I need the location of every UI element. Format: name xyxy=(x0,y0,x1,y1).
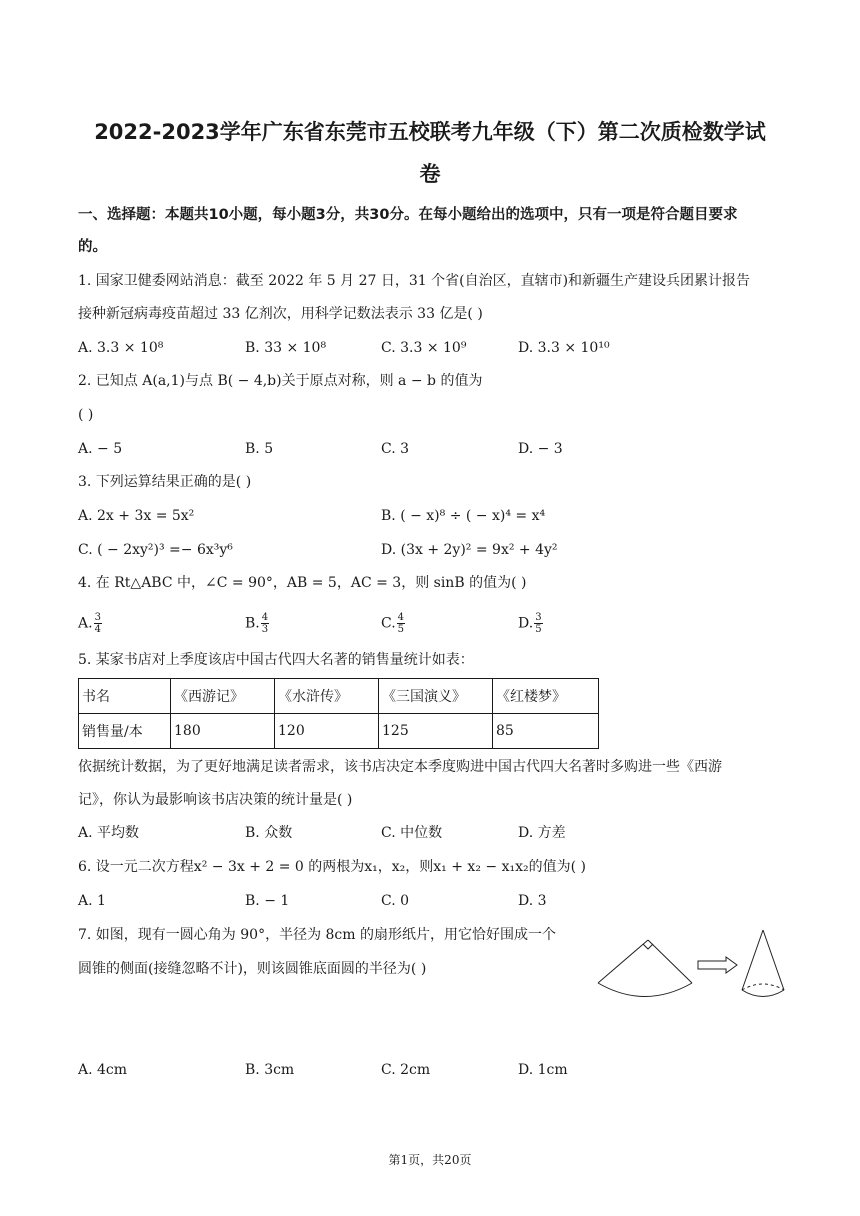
table-cell: 120 xyxy=(275,714,379,749)
q4-option-c-label: C. xyxy=(381,615,396,632)
q2-option-c: C. 3 xyxy=(381,441,410,457)
q7-option-d: D. 1cm xyxy=(518,1062,568,1078)
q2-stem-line-1: 2. 已知点 A(a,1)与点 B( − 4,b)关于原点对称，则 a − b 的值为 xyxy=(78,373,483,389)
q5-option-d: D. 方差 xyxy=(518,825,566,841)
q3-option-a: A. 2x + 3x = 5x² xyxy=(78,508,195,524)
q5-stem: 5. 某家书店对上季度该店中国古代四大名著的销售量统计如表： xyxy=(78,652,474,668)
table-cell: 《水浒传》 xyxy=(275,679,379,714)
fraction-denominator: 3 xyxy=(261,624,269,635)
section-heading-line-2: 的。 xyxy=(78,239,107,255)
q4-option-d-fraction xyxy=(534,612,542,635)
q3-option-d: D. (3x + 2y)² = 9x² + 4y² xyxy=(381,542,558,558)
q1-option-b: B. 33 × 10⁸ xyxy=(245,340,327,356)
q1-option-d: D. 3.3 × 10¹⁰ xyxy=(518,340,610,356)
page-footer: 第1页，共20页 xyxy=(388,1153,472,1167)
q4-option-b-fraction xyxy=(261,612,269,635)
table-cell: 180 xyxy=(171,714,275,749)
q6-option-d: D. 3 xyxy=(518,893,547,909)
q4-option-b xyxy=(245,612,269,635)
fraction-numerator: 3 xyxy=(94,612,101,623)
table-row-values xyxy=(79,714,599,749)
q4-stem: 4. 在 Rt△ABC 中，∠C = 90°，AB = 5，AC = 3，则 sinB 的值为( ) xyxy=(78,575,527,591)
sector-shape xyxy=(598,940,692,997)
table-cell: 125 xyxy=(379,714,493,749)
fraction-numerator: 4 xyxy=(397,612,405,623)
fraction-denominator: 5 xyxy=(535,624,542,635)
q5-option-b: B. 众数 xyxy=(245,825,293,841)
q3-option-b: B. ( − x)⁸ ÷ ( − x)⁴ = x⁴ xyxy=(381,508,546,524)
q1-stem-line-2: 接种新冠病毒疫苗超过 33 亿剂次，用科学记数法表示 33 亿是( ) xyxy=(78,306,483,322)
cone-shape xyxy=(742,930,784,997)
sales-table xyxy=(78,678,599,749)
q6-option-c: C. 0 xyxy=(381,893,410,909)
table-cell: 书名 xyxy=(79,679,171,714)
table-row-header xyxy=(79,679,599,714)
q4-option-a-fraction xyxy=(94,612,102,635)
q5-after-line-2: 记》，你认为最影响该书店决策的统计量是( ) xyxy=(78,792,353,808)
table-cell: 《红楼梦》 xyxy=(493,679,599,714)
q4-option-b-label: B. xyxy=(245,615,260,632)
q7-option-c: C. 2cm xyxy=(381,1062,431,1078)
q5-option-c: C. 中位数 xyxy=(381,825,443,841)
q4-option-d-label: D. xyxy=(518,615,534,632)
q2-stem-line-2: ( ) xyxy=(78,407,94,423)
q6-option-b: B. − 1 xyxy=(245,893,290,909)
q2-option-a: A. − 5 xyxy=(78,441,123,457)
fraction-numerator: 3 xyxy=(535,612,542,623)
q1-option-a: A. 3.3 × 10⁸ xyxy=(78,340,164,356)
q7-option-a: A. 4cm xyxy=(78,1062,128,1078)
q4-option-d xyxy=(518,612,543,635)
q3-stem: 3. 下列运算结果正确的是( ) xyxy=(78,474,252,490)
fraction-denominator: 5 xyxy=(397,624,405,635)
q4-option-a-label: A. xyxy=(78,615,93,632)
sector-to-cone-figure xyxy=(596,928,796,1004)
q2-option-d: D. − 3 xyxy=(518,441,563,457)
fraction-numerator: 4 xyxy=(261,612,269,623)
q7-stem-line-2: 圆锥的侧面(接缝忽略不计)，则该圆锥底面圆的半径为( ) xyxy=(78,961,427,977)
q4-option-c-fraction xyxy=(397,612,405,635)
table-cell: 《三国演义》 xyxy=(379,679,493,714)
table-cell: 《西游记》 xyxy=(171,679,275,714)
q3-option-c: C. ( − 2xy²)³ =− 6x³y⁶ xyxy=(78,542,233,558)
q6-stem: 6. 设一元二次方程x² − 3x + 2 = 0 的两根为x₁，x₂，则x₁ + x₂ − x₁x₂的值为( ) xyxy=(78,859,586,875)
table-cell: 85 xyxy=(493,714,599,749)
q7-stem-line-1: 7. 如图，现有一圆心角为 90°，半径为 8cm 的扇形纸片，用它恰好围成一个 xyxy=(78,927,556,943)
page-title-line-1: 2022-2023学年广东省东莞市五校联考九年级（下）第二次质检数学试 xyxy=(94,120,766,144)
q6-option-a: A. 1 xyxy=(78,893,106,909)
page-title-line-2: 卷 xyxy=(419,162,441,186)
section-heading-line-1: 一、选择题：本题共10小题，每小题3分，共30分。在每小题给出的选项中，只有一项是符合题目要求 xyxy=(78,207,738,223)
table-cell: 销售量/本 xyxy=(79,714,171,749)
q5-option-a: A. 平均数 xyxy=(78,825,140,841)
q2-option-b: B. 5 xyxy=(245,441,274,457)
arrow-icon xyxy=(698,957,737,973)
q1-option-c: C. 3.3 × 10⁹ xyxy=(381,340,467,356)
q4-option-c xyxy=(381,612,405,635)
fraction-denominator: 4 xyxy=(94,624,101,635)
q5-after-line-1: 依据统计数据，为了更好地满足读者需求，该书店决定本季度购进中国古代四大名著时多购进一些《西游 xyxy=(78,759,722,775)
q1-stem-line-1: 1. 国家卫健委网站消息：截至 2022 年 5 月 27 日，31 个省(自治区，直辖市)和新疆生产建设兵团累计报告 xyxy=(78,273,751,289)
q4-option-a xyxy=(78,612,102,635)
q7-option-b: B. 3cm xyxy=(245,1062,295,1078)
